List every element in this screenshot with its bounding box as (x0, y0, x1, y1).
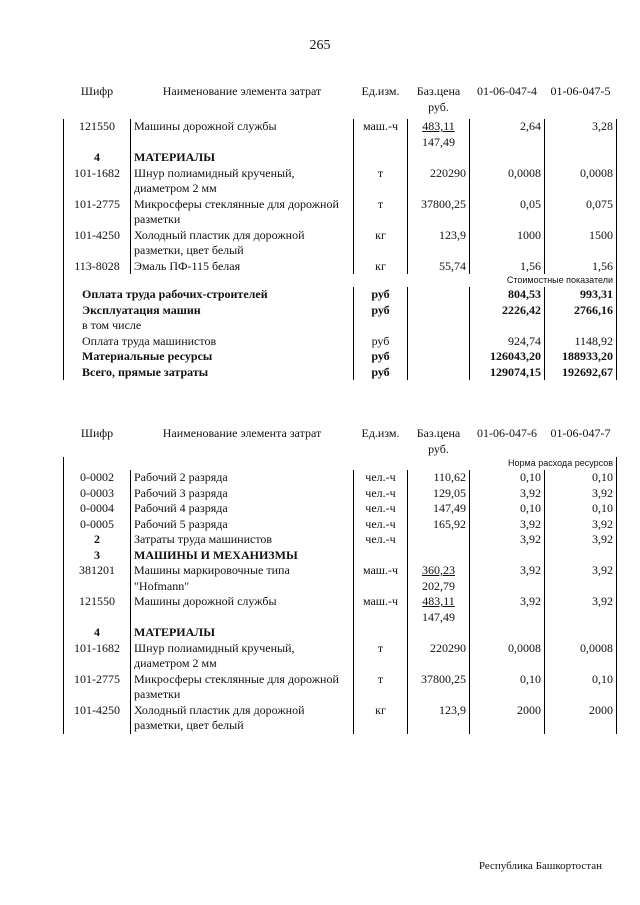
row-v2: 0,0008 (545, 641, 617, 672)
row-code: 121550 (64, 119, 131, 150)
row-name: Рабочий 4 разряда (131, 501, 354, 517)
name-line1: Шнур полиамидный крученый, (134, 640, 295, 655)
summary-name: Оплата труда машинистов (64, 334, 354, 350)
row-price (408, 563, 470, 594)
table-header-row (64, 84, 617, 119)
row-price: 110,62 (408, 470, 470, 486)
header-price-line2: руб. (428, 441, 449, 456)
row-v2: 3,92 (545, 532, 617, 548)
table-row (64, 532, 617, 548)
row-v1: 0,0008 (470, 641, 545, 672)
summary-v1: 924,74 (470, 334, 545, 350)
row-name: Затраты труда машинистов (131, 532, 354, 548)
row-name (131, 197, 354, 228)
row-unit: чел.-ч (354, 501, 408, 517)
row-price: 123,9 (408, 703, 470, 734)
summary-row (64, 318, 617, 334)
row-unit: чел.-ч (354, 532, 408, 548)
row-v1: 2,64 (470, 119, 545, 150)
section-header-row (64, 150, 617, 166)
price-sub: 147,49 (422, 134, 455, 149)
price-sub: 202,79 (422, 578, 455, 593)
summary-incl: в том числе (64, 318, 354, 334)
table-row (64, 594, 617, 625)
summary-row (64, 334, 617, 350)
summary-name: Оплата труда рабочих-строителей (64, 287, 354, 303)
table-header-row (64, 426, 617, 457)
summary-v2: 188933,20 (545, 349, 617, 365)
header-code: Шифр (80, 426, 114, 440)
table-row (64, 563, 617, 594)
price-sub: 147,49 (422, 609, 455, 624)
row-unit: чел.-ч (354, 470, 408, 486)
row-name (131, 672, 354, 703)
row-v2: 3,28 (545, 119, 617, 150)
header-unit: Ед.изм. (361, 426, 400, 440)
name-line2: "Hofmann" (134, 578, 190, 593)
summary-unit: руб (354, 349, 408, 365)
row-code: 101-4250 (64, 228, 131, 259)
row-v2: 0,10 (545, 672, 617, 703)
row-v1: 1000 (470, 228, 545, 259)
row-code: 0-0004 (64, 501, 131, 517)
row-v1: 3,92 (470, 486, 545, 502)
summary-v2: 1148,92 (545, 334, 617, 350)
row-name (131, 703, 354, 734)
summary-v2: 192692,67 (545, 365, 617, 381)
norm-note: Норма расхода ресурсов (470, 457, 617, 470)
row-v2: 0,0008 (545, 166, 617, 197)
row-v2: 0,10 (545, 501, 617, 517)
row-code: 0-0005 (64, 517, 131, 533)
row-v1: 3,92 (470, 532, 545, 548)
summary-v1: 126043,20 (470, 349, 545, 365)
summary-row (64, 365, 617, 381)
name-line2: разметки (134, 212, 181, 226)
summary-unit: руб (354, 287, 408, 303)
row-v1: 0,10 (470, 470, 545, 486)
section-title: МАТЕРИАЛЫ (131, 625, 354, 641)
section-num: 4 (64, 150, 131, 166)
row-code: 113-8028 (64, 259, 131, 275)
row-v2: 0,10 (545, 470, 617, 486)
header-unit: Ед.изм. (361, 84, 400, 98)
summary-v2: 993,31 (545, 287, 617, 303)
table-row (64, 197, 617, 228)
header-price-line1: Баз.цена (416, 84, 461, 98)
name-line2: диаметром 2 мм (134, 181, 217, 195)
row-unit: т (354, 641, 408, 672)
header-price (408, 426, 470, 457)
header-name: Наименование элемента затрат (162, 426, 322, 440)
summary-unit: руб (354, 365, 408, 381)
row-name (131, 641, 354, 672)
row-v1: 1,56 (470, 259, 545, 275)
row-unit: т (354, 672, 408, 703)
section-title: МАТЕРИАЛЫ (131, 150, 354, 166)
row-v1: 0,0008 (470, 166, 545, 197)
row-code: 2 (64, 532, 131, 548)
row-unit: кг (354, 259, 408, 275)
table-row (64, 470, 617, 486)
table-row (64, 486, 617, 502)
row-price: 220290 (408, 641, 470, 672)
row-v1: 3,92 (470, 517, 545, 533)
section-num: 4 (64, 625, 131, 641)
header-price (408, 84, 470, 119)
row-name: Машины дорожной службы (131, 119, 354, 150)
row-v2: 2000 (545, 703, 617, 734)
row-v2: 3,92 (545, 517, 617, 533)
row-v1: 3,92 (470, 563, 545, 594)
row-v1: 0,05 (470, 197, 545, 228)
row-v2: 3,92 (545, 594, 617, 625)
name-line2: разметки, цвет белый (134, 243, 244, 257)
summary-row (64, 349, 617, 365)
cost-note: Стоимостные показатели (470, 274, 617, 287)
name-line1: Шнур полиамидный крученый, (134, 165, 295, 180)
row-name (131, 563, 354, 594)
resource-table-1 (63, 84, 617, 380)
section-header-row (64, 548, 617, 564)
row-code: 0-0002 (64, 470, 131, 486)
row-price: 55,74 (408, 259, 470, 275)
summary-row (64, 287, 617, 303)
row-price (408, 119, 470, 150)
header-col5: 01-06-047-4 (477, 84, 537, 98)
row-unit: чел.-ч (354, 486, 408, 502)
table-row (64, 501, 617, 517)
row-price: 147,49 (408, 501, 470, 517)
section-title: МАШИНЫ И МЕХАНИЗМЫ (131, 548, 354, 564)
name-line1: Холодный пластик для дорожной (134, 227, 305, 242)
header-price-line2: руб. (428, 99, 449, 114)
table-row (64, 119, 617, 150)
footer-region: Республика Башкортостан (478, 860, 602, 872)
header-col6: 01-06-047-7 (550, 426, 611, 440)
page-number: 265 (309, 38, 331, 53)
row-name (131, 166, 354, 197)
row-code: 101-2775 (64, 197, 131, 228)
row-price (408, 594, 470, 625)
summary-name: Материальные ресурсы (64, 349, 354, 365)
row-code: 101-2775 (64, 672, 131, 703)
row-v2: 3,92 (545, 486, 617, 502)
summary-unit: руб (354, 303, 408, 319)
row-code: 121550 (64, 594, 131, 625)
row-code: 101-4250 (64, 703, 131, 734)
header-col5: 01-06-047-6 (477, 426, 537, 440)
name-line1: Микросферы стеклянные для дорожной (134, 196, 339, 211)
name-line2: диаметром 2 мм (134, 656, 217, 670)
row-price: 129,05 (408, 486, 470, 502)
row-unit: чел.-ч (354, 517, 408, 533)
summary-name: Эксплуатация машин (64, 303, 354, 319)
name-line1: Холодный пластик для дорожной (134, 702, 305, 717)
table-row (64, 641, 617, 672)
row-v1: 2000 (470, 703, 545, 734)
row-price: 37800,25 (408, 197, 470, 228)
table-row (64, 703, 617, 734)
row-v2: 3,92 (545, 563, 617, 594)
row-price: 165,92 (408, 517, 470, 533)
row-v2: 0,075 (545, 197, 617, 228)
row-code: 0-0003 (64, 486, 131, 502)
name-line1: Машины маркировочные типа (134, 563, 290, 577)
row-name: Машины дорожной службы (131, 594, 354, 625)
table-row (64, 672, 617, 703)
section-header-row (64, 625, 617, 641)
name-line1: Микросферы стеклянные для дорожной (134, 671, 339, 686)
row-unit: кг (354, 228, 408, 259)
row-v1: 0,10 (470, 501, 545, 517)
row-price: 123,9 (408, 228, 470, 259)
row-name: Рабочий 2 разряда (131, 470, 354, 486)
row-unit: маш.-ч (354, 119, 408, 150)
header-name: Наименование элемента затрат (162, 84, 322, 98)
summary-v1: 2226,42 (470, 303, 545, 319)
row-price: 220290 (408, 166, 470, 197)
header-col6: 01-06-047-5 (550, 84, 611, 98)
row-code: 101-1682 (64, 166, 131, 197)
row-v2: 1,56 (545, 259, 617, 275)
table-row (64, 259, 617, 275)
summary-v2: 2766,16 (545, 303, 617, 319)
row-code: 381201 (64, 563, 131, 594)
header-code: Шифр (80, 84, 114, 98)
price-main: 483,11 (422, 594, 455, 608)
summary-name: Всего, прямые затраты (64, 365, 354, 381)
header-price-line1: Баз.цена (416, 426, 461, 440)
summary-row (64, 303, 617, 319)
summary-v1: 804,53 (470, 287, 545, 303)
row-name: Рабочий 3 разряда (131, 486, 354, 502)
summary-unit: руб (354, 334, 408, 350)
row-unit: т (354, 197, 408, 228)
table-row (64, 166, 617, 197)
price-main: 360,23 (422, 563, 455, 577)
row-name (131, 228, 354, 259)
price-main: 483,11 (422, 119, 455, 133)
cost-note-row (64, 274, 617, 287)
row-name: Рабочий 5 разряда (131, 517, 354, 533)
row-v2: 1500 (545, 228, 617, 259)
resource-table-2 (63, 426, 617, 734)
row-v1: 3,92 (470, 594, 545, 625)
row-name: Эмаль ПФ-115 белая (131, 259, 354, 275)
name-line2: разметки (134, 687, 181, 701)
row-unit: кг (354, 703, 408, 734)
row-v1: 0,10 (470, 672, 545, 703)
summary-v1: 129074,15 (470, 365, 545, 381)
name-line2: разметки, цвет белый (134, 718, 244, 732)
table-row (64, 228, 617, 259)
row-unit: маш.-ч (354, 563, 408, 594)
row-price: 37800,25 (408, 672, 470, 703)
table-row (64, 517, 617, 533)
row-unit: т (354, 166, 408, 197)
norm-note-row (64, 457, 617, 470)
row-unit: маш.-ч (354, 594, 408, 625)
section-num: 3 (64, 548, 131, 564)
row-code: 101-1682 (64, 641, 131, 672)
